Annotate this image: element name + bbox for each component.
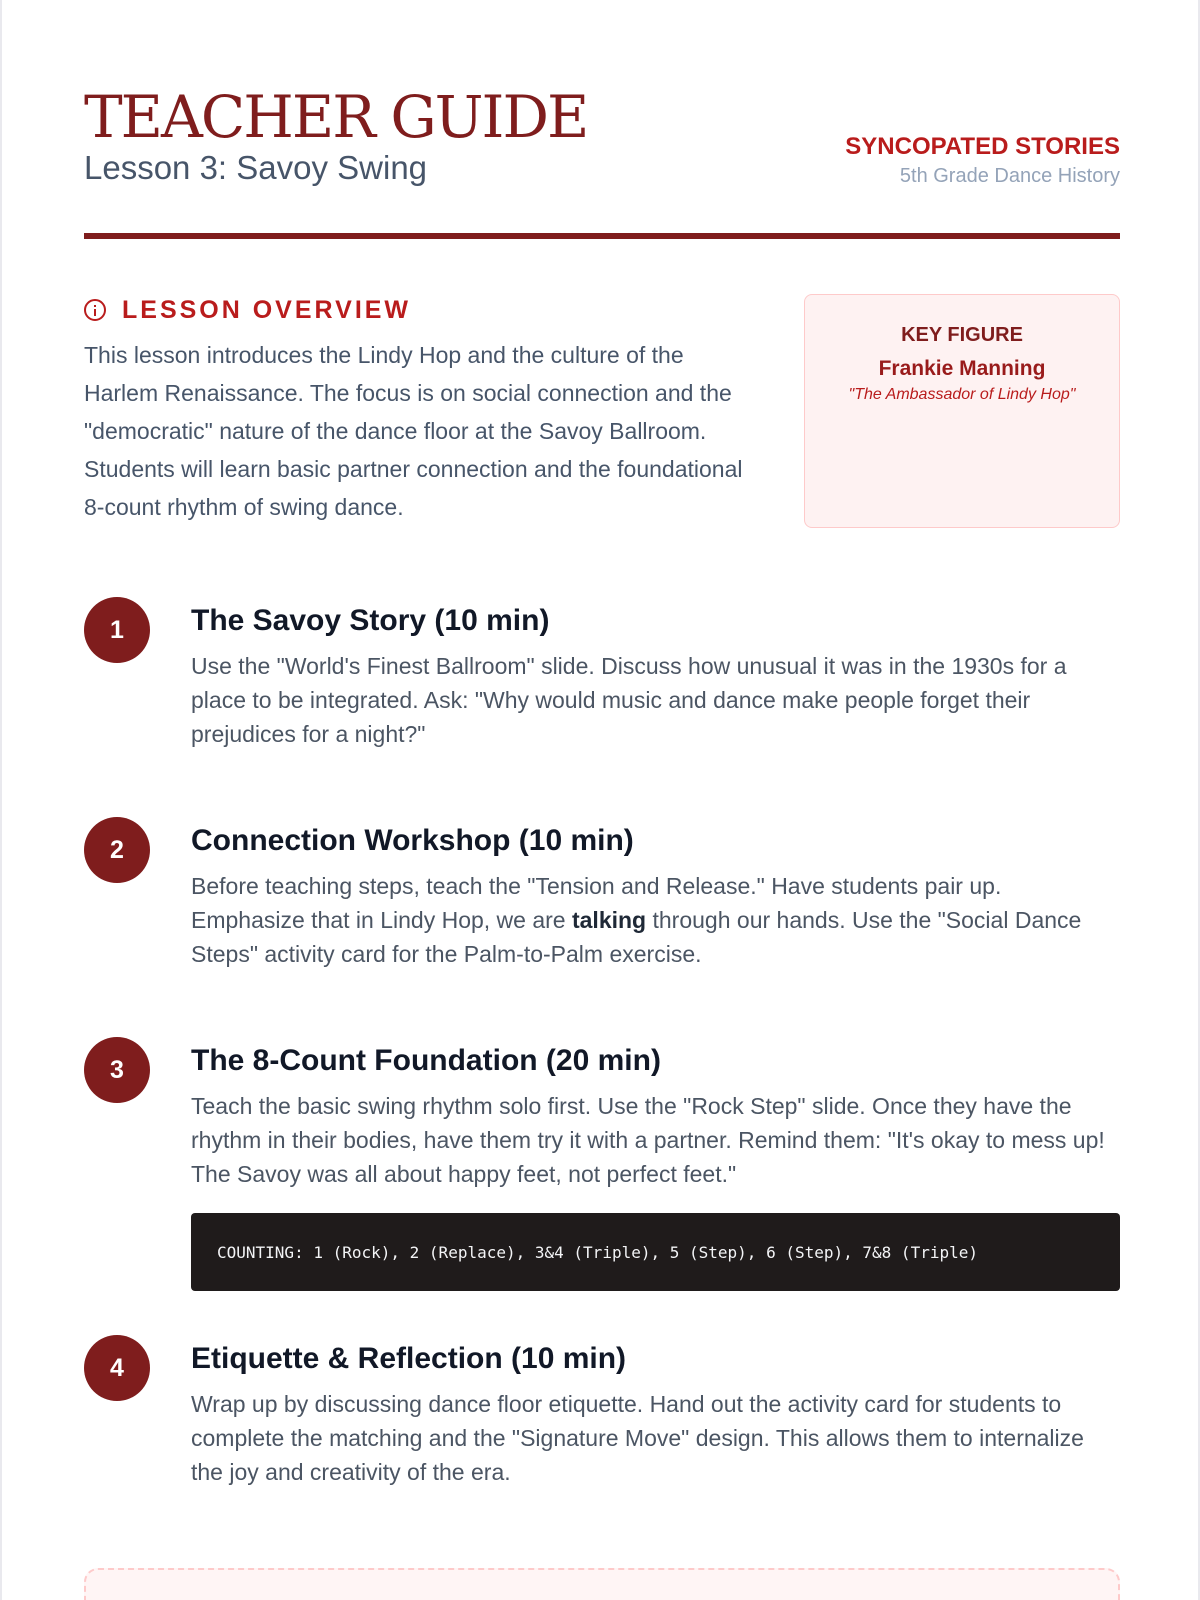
step-title: The Savoy Story (10 min) — [191, 604, 550, 637]
step-body — [191, 1037, 1120, 1291]
info-circle-icon — [84, 299, 106, 321]
step-body — [191, 817, 1120, 971]
key-figure-quote: "The Ambassador of Lindy Hop" — [848, 386, 1076, 403]
step-number-badge: 1 — [84, 597, 150, 663]
notes-box — [84, 1568, 1120, 1600]
page-title: TEACHER GUIDE — [84, 83, 588, 151]
key-figure-label: KEY FIGURE — [901, 324, 1023, 346]
brand-subtitle: 5th Grade Dance History — [899, 165, 1120, 187]
step-title: The 8-Count Foundation (20 min) — [191, 1044, 661, 1077]
overview-label: LESSON OVERVIEW — [122, 295, 412, 324]
step-description: Teach the basic swing rhythm solo first. Use the "Rock Step" slide. Once they have the rhythm in their bodies, have them try it with a partner. Remind them: "It's okay to mess up! The Savoy was all about happy feet, not perfect feet." — [191, 1093, 1105, 1187]
brand-block — [845, 132, 1120, 190]
step-body — [191, 1335, 1120, 1489]
page-header — [84, 82, 1120, 242]
step-text-part: through our hands. Use the "Social Dance Steps" activity card for the Palm-to-Palm exercise. — [191, 907, 1082, 967]
step-text-part: Before teaching steps, teach the "Tension and Release." Have students pair up. Emphasize that in Lindy Hop, we are — [191, 873, 1002, 933]
header-divider — [84, 233, 1120, 239]
counting-code-box: COUNTING: 1 (Rock), 2 (Replace), 3&4 (Triple), 5 (Step), 6 (Step), 7&8 (Triple) — [191, 1213, 1120, 1291]
step-number-badge: 3 — [84, 1037, 150, 1103]
brand-name: SYNCOPATED STORIES — [845, 133, 1120, 160]
step-description: Wrap up by discussing dance floor etiquette. Hand out the activity card for students to complete the matching and the "Signature Move" design. This allows them to internalize the joy and creativity of the era. — [191, 1391, 1084, 1485]
key-figure-name: Frankie Manning — [878, 357, 1046, 380]
lesson-overview — [84, 292, 744, 526]
step-body — [191, 597, 1120, 751]
key-figure-card — [804, 294, 1120, 528]
step-description — [191, 869, 1120, 971]
step-description: Use the "World's Finest Ballroom" slide. Discuss how unusual it was in the 1930s for a place to be integrated. Ask: "Why would music and dance make people forget their prejudices for a night?" — [191, 653, 1067, 747]
step-title: Connection Workshop (10 min) — [191, 824, 634, 857]
overview-heading — [84, 292, 744, 328]
overview-text: This lesson introduces the Lindy Hop and the culture of the Harlem Renaissance. The focus is on social connection and the "democratic" nature of the dance floor at the Savoy Ballroom. Students will learn basic partner connection and the foundational 8-count rhythm of swing dance. — [84, 342, 743, 520]
step-number-badge: 2 — [84, 817, 150, 883]
step-title: Etiquette & Reflection (10 min) — [191, 1342, 627, 1375]
step-text-emphasis: talking — [571, 907, 647, 933]
lesson-subtitle: Lesson 3: Savoy Swing — [84, 149, 428, 186]
step-number-badge: 4 — [84, 1335, 150, 1401]
